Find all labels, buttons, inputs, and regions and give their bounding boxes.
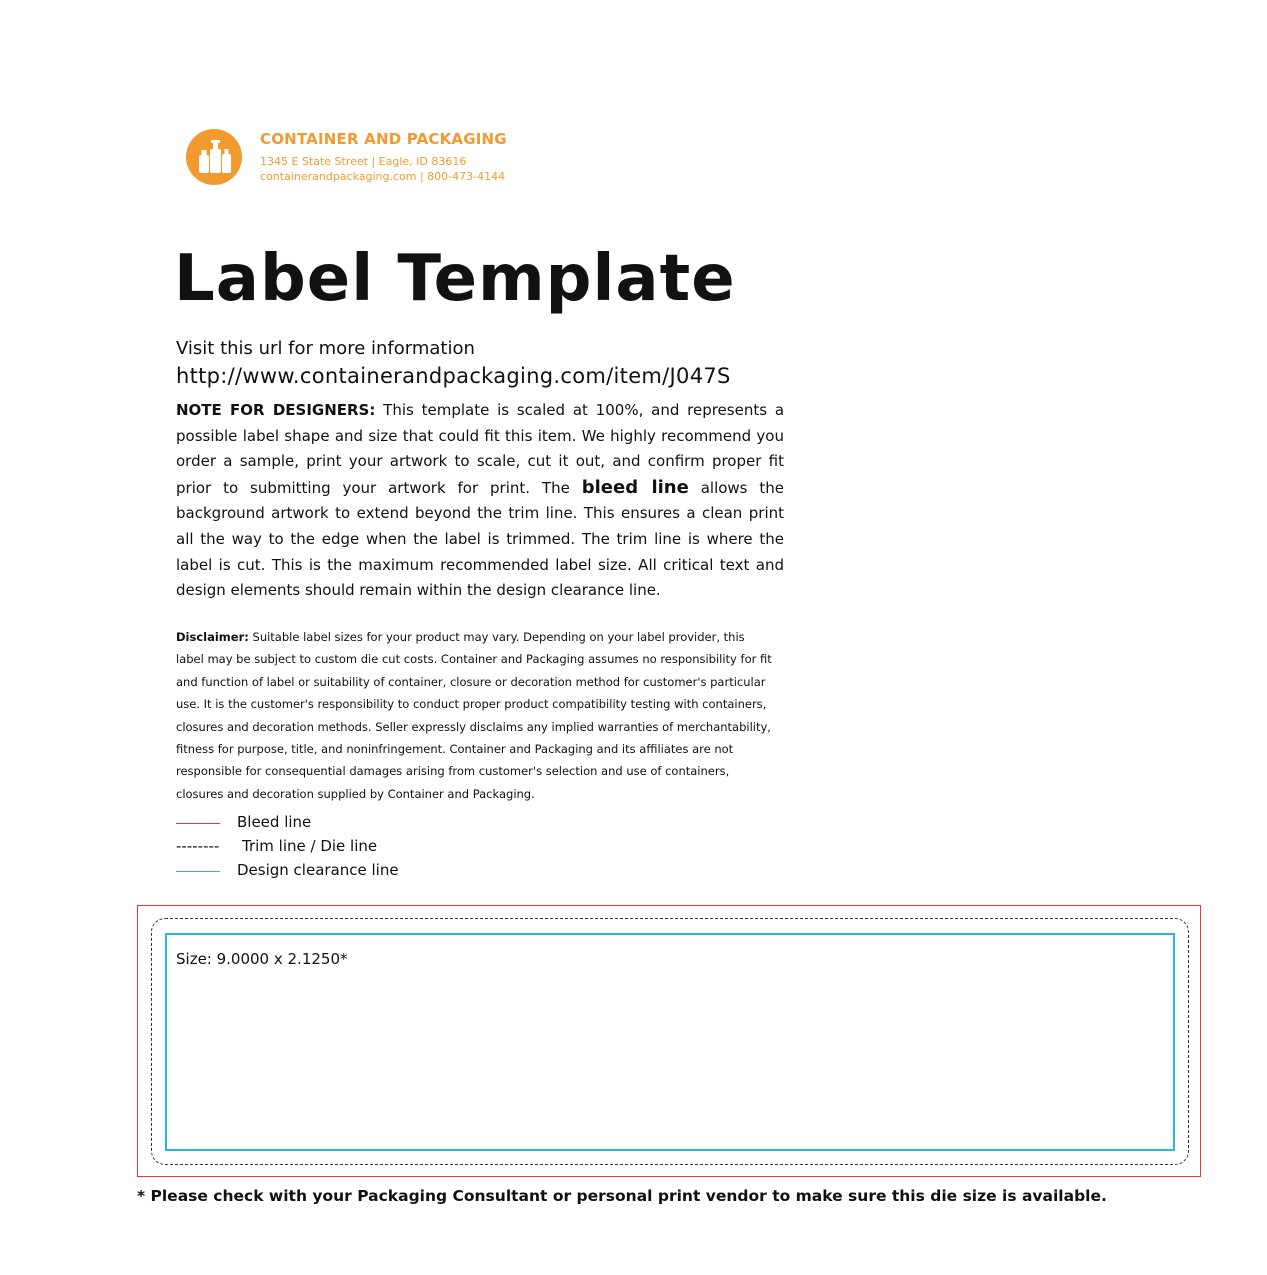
company-info	[260, 130, 507, 184]
disclaimer-label: Disclaimer:	[176, 630, 249, 644]
disclaimer	[176, 626, 776, 805]
company-logo	[186, 129, 242, 185]
visit-text: Visit this url for more information	[176, 338, 475, 359]
note-text-1: This template is scaled at 100%, and represents a possible label shape and size that could fit this item. We highly recommend you order a sample, print your artwork to scale, cut it out, and confirm proper fit prior to submitting your artwork for print. The	[176, 401, 785, 497]
company-contact: containerandpackaging.com | 800-473-4144	[260, 170, 506, 183]
label-size: Size: 9.0000 x 2.1250*	[176, 950, 348, 968]
bottles-icon	[186, 129, 242, 185]
note-bleed-term: bleed line	[581, 476, 689, 498]
legend-trim-label: Trim line / Die line	[242, 837, 378, 855]
trim-line-swatch: --------	[176, 837, 220, 855]
disclaimer-text: Suitable label sizes for your product may vary. Depending on your label provider, this label may be subject to custom die cut costs. Container and Packaging assumes no responsibility for fit and function of label or suitability of container, closure or decoration method for customer's particular use. It is the customer's responsibility to conduct proper product compatibility testing with containers, closures and decoration methods. Seller expressly disclaims any implied warranties of merchantability, fitness for purpose, title, and noninfringement. Container and Packaging and its affiliates are not responsible for consequential damages arising from customer's selection and use of containers, closures and decoration supplied by Container and Packaging.	[176, 630, 772, 801]
legend-bleed-label: Bleed line	[237, 813, 312, 831]
designer-note	[176, 398, 784, 604]
company-address: 1345 E State Street | Eagle, ID 83616	[260, 155, 467, 168]
legend-design-label: Design clearance line	[237, 861, 399, 879]
footnote: * Please check with your Packaging Consultant or personal print vendor to make sure this die size is available.	[137, 1187, 1107, 1205]
company-name: CONTAINER AND PACKAGING	[260, 130, 507, 148]
item-url-link[interactable]: http://www.containerandpackaging.com/item/J047S	[176, 364, 731, 388]
bleed-line-swatch	[176, 823, 220, 824]
note-label: NOTE FOR DESIGNERS:	[176, 401, 376, 419]
page-title: Label Template	[174, 242, 736, 316]
design-line-swatch	[176, 871, 220, 872]
note-text-2: allows the background artwork to extend beyond the trim line. This ensures a clean print all the way to the edge when the label is trimmed. The trim line is where the label is cut. This is the maximum recommended label size. All critical text and design elements should remain within the design clearance line.	[176, 478, 784, 600]
